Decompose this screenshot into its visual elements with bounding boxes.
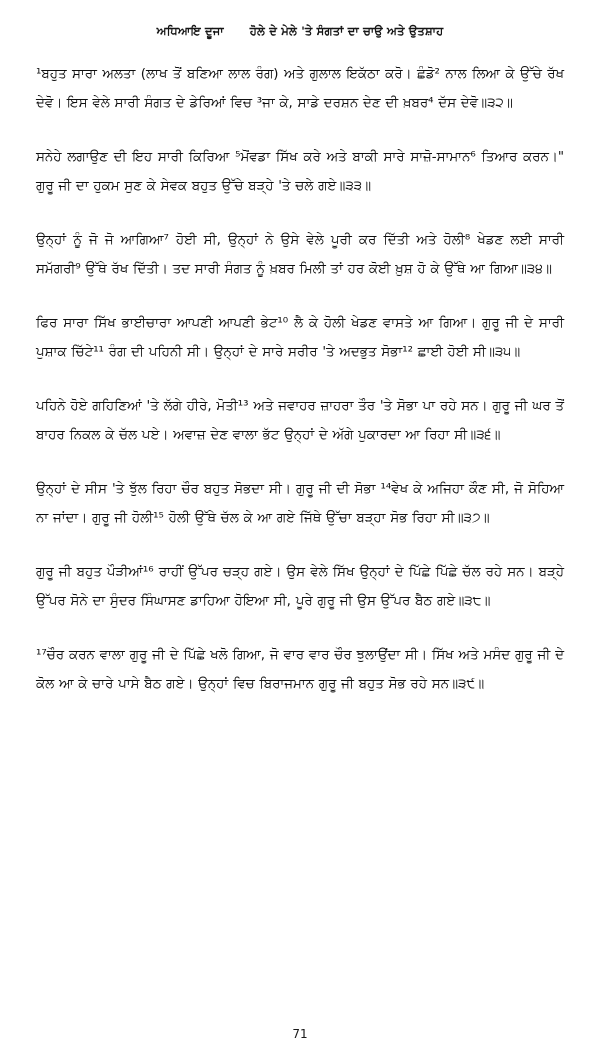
- page-body: [36, 61, 564, 1011]
- paragraph-34: ਉਨ੍ਹਾਂ ਨੂੰ ਜੋ ਜੋ ਆਗਿਆ⁷ ਹੋਈ ਸੀ, ਉਨ੍ਹਾਂ ਨੇ ਉਸੇ ਵੇਲੇ ਪੂਰੀ ਕਰ ਦਿੱਤੀ ਅਤੇ ਹੋਲੀ⁸ ਖੇਡਣ ਲਈ ਸਾਰੀ ਸਮੱਗਰੀ⁹ ਉੱਥੇ ਰੱਖ ਦਿੱਤੀ। ਤਦ ਸਾਰੀ ਸੰਗਤ ਨੂੰ ਖ਼ਬਰ ਮਿਲੀ ਤਾਂ ਹਰ ਕੋਈ ਖ਼ੁਸ਼ ਹੋ ਕੇ ਉੱਥੇ ਆ ਗਿਆ॥੩੪॥: [36, 233, 564, 277]
- page-number: 71: [292, 1027, 308, 1041]
- page-header: [36, 24, 564, 39]
- paragraph-39: ¹⁷ਚੌਰ ਕਰਨ ਵਾਲਾ ਗੁਰੂ ਜੀ ਦੇ ਪਿੱਛੇ ਖਲੋ ਗਿਆ, ਜੋ ਵਾਰ ਵਾਰ ਚੌਰ ਝੁਲਾਉਂਦਾ ਸੀ। ਸਿੱਖ ਅਤੇ ਮਸੰਦ ਗੁਰੂ ਜੀ ਦੇ ਕੋਲ ਆ ਕੇ ਚਾਰੇ ਪਾਸੇ ਬੈਠ ਗਏ। ਉਨ੍ਹਾਂ ਵਿਚ ਬਿਰਾਜਮਾਨ ਗੁਰੂ ਜੀ ਬਹੁਤ ਸੋਭ ਰਹੇ ਸਨ॥੩੯॥: [36, 648, 564, 692]
- header-chapter-title: ਅਧਿਆਇ ਦੂਜਾ: [156, 24, 224, 38]
- paragraph-35: ਫਿਰ ਸਾਰਾ ਸਿੱਖ ਭਾਈਚਾਰਾ ਆਪਣੀ ਆਪਣੀ ਭੇਟ¹⁰ ਲੈ ਕੇ ਹੋਲੀ ਖੇਡਣ ਵਾਸਤੇ ਆ ਗਿਆ। ਗੁਰੂ ਜੀ ਦੇ ਸਾਰੀ ਪੁਸ਼ਾਕ ਚਿੱਟੇ¹¹ ਰੰਗ ਦੀ ਪਹਿਨੀ ਸੀ। ਉਨ੍ਹਾਂ ਦੇ ਸਾਰੇ ਸਰੀਰ 'ਤੇ ਅਦਭੁਤ ਸੋਭਾ¹² ਛਾਈ ਹੋਈ ਸੀ॥੩੫॥: [36, 316, 564, 360]
- paragraph-38: ਗੁਰੂ ਜੀ ਬਹੁਤ ਪੌੜੀਆਂ¹⁶ ਰਾਹੀਂ ਉੱਪਰ ਚੜ੍ਹ ਗਏ। ਉਸ ਵੇਲੇ ਸਿੱਖ ਉਨ੍ਹਾਂ ਦੇ ਪਿੱਛੇ ਪਿੱਛੇ ਚੱਲ ਰਹੇ ਸਨ। ਬੜ੍ਹੇ ਉੱਪਰ ਸੋਨੇ ਦਾ ਸੁੰਦਰ ਸਿੰਘਾਸਣ ਡਾਹਿਆ ਹੋਇਆ ਸੀ, ਪੂਰੇ ਗੁਰੂ ਜੀ ਉਸ ਉੱਪਰ ਬੈਠ ਗਏ॥੩੮॥: [36, 565, 564, 609]
- paragraph-33: ਸਨੇਹੇ ਲਗਾਉਣ ਦੀ ਇਹ ਸਾਰੀ ਕਿਰਿਆ ⁵ਮੋਂਵਡਾ ਸਿੱਖ ਕਰੇ ਅਤੇ ਬਾਕੀ ਸਾਰੇ ਸਾਜ਼ੋ-ਸਾਮਾਨ⁶ ਤਿਆਰ ਕਰਨ।" ਗੁਰੂ ਜੀ ਦਾ ਹੁਕਮ ਸੁਣ ਕੇ ਸੇਵਕ ਬਹੁਤ ਉੱਚੇ ਬੜ੍ਹੇ 'ਤੇ ਚਲੇ ਗਏ॥੩੩॥: [36, 150, 564, 194]
- page-footer: [36, 1011, 564, 1041]
- header-section-title: ਹੋਲੇ ਦੇ ਮੇਲੇ 'ਤੇ ਸੰਗਤਾਂ ਦਾ ਚਾਉ ਅਤੇ ਉਤਸ਼ਾਹ: [249, 24, 444, 38]
- paragraph-32: ¹ਬਹੁਤ ਸਾਰਾ ਅਲਤਾ (ਲਾਖ ਤੋਂ ਬਣਿਆ ਲਾਲ ਰੰਗ) ਅਤੇ ਗੁਲਾਲ ਇਕੱਠਾ ਕਰੋ। ਛੰਡੋ² ਨਾਲ ਲਿਆ ਕੇ ਉੱਚੇ ਰੱਖ ਦੇਵੋ। ਇਸ ਵੇਲੇ ਸਾਰੀ ਸੰਗਤ ਦੇ ਡੇਰਿਆਂ ਵਿਚ ³ਜਾ ਕੇ, ਸਾਡੇ ਦਰਸ਼ਨ ਦੇਣ ਦੀ ਖ਼ਬਰ⁴ ਦੱਸ ਦੇਵੋ॥੩੨॥: [36, 67, 564, 111]
- paragraph-37: ਉਨ੍ਹਾਂ ਦੇ ਸੀਸ 'ਤੇ ਝੁੱਲ ਰਿਹਾ ਚੌਰ ਬਹੁਤ ਸੋਭਦਾ ਸੀ। ਗੁਰੂ ਜੀ ਦੀ ਸੋਭਾ ¹⁴ਵੇਖ ਕੇ ਅਜਿਹਾ ਕੌਣ ਸੀ, ਜੋ ਸੋਹਿਆ ਨਾ ਜਾਂਦਾ। ਗੁਰੂ ਜੀ ਹੋਲੀ¹⁵ ਹੋਲੀ ਉੱਥੇ ਚੱਲ ਕੇ ਆ ਗਏ ਜਿੱਥੇ ਉੱਚਾ ਬੜ੍ਹਾ ਸੋਭ ਰਿਹਾ ਸੀ॥੩੭॥: [36, 482, 564, 526]
- paragraph-36: ਪਹਿਨੇ ਹੋਏ ਗਹਿਣਿਆਂ 'ਤੇ ਲੱਗੇ ਹੀਰੇ, ਮੋਤੀ¹³ ਅਤੇ ਜਵਾਹਰ ਜ਼ਾਹਰਾ ਤੌਰ 'ਤੇ ਸੋਭਾ ਪਾ ਰਹੇ ਸਨ। ਗੁਰੂ ਜੀ ਘਰ ਤੋਂ ਬਾਹਰ ਨਿਕਲ ਕੇ ਚੱਲ ਪਏ। ਅਵਾਜ਼ ਦੇਣ ਵਾਲਾ ਭੱਟ ਉਨ੍ਹਾਂ ਦੇ ਅੱਗੇ ਪੁਕਾਰਦਾ ਆ ਰਿਹਾ ਸੀ॥੩੬॥: [36, 399, 564, 443]
